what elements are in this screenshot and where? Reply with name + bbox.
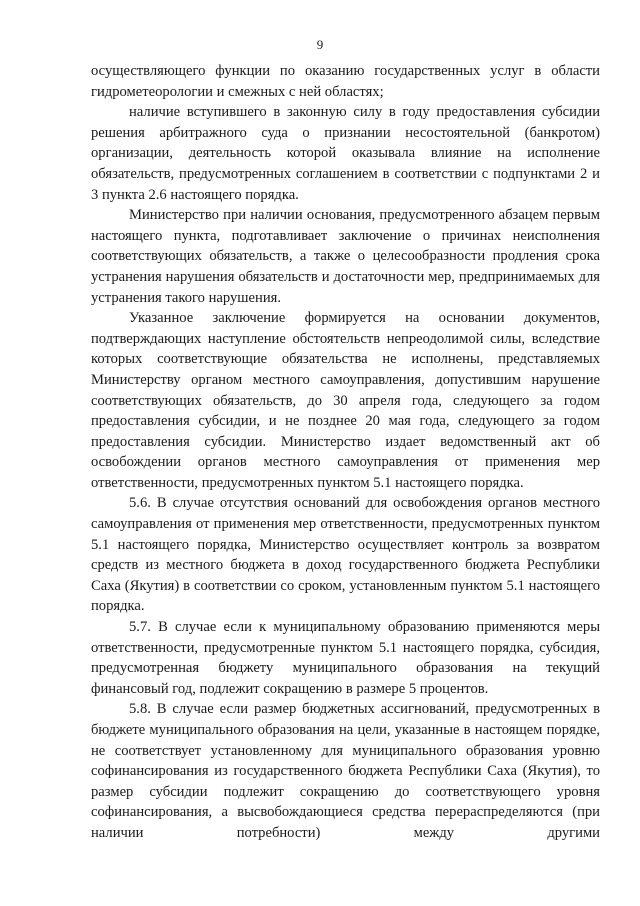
paragraph: Министерство при наличии основания, предусмотренного абзацем первым настоящего пункта, подготавливает заключение о причинах неисполнения соответствующих обязательств, а также о целесообразности продления срока устранения нарушения обязательств и достаточности мер, предпринимаемых для устранения такого нарушения. (91, 207, 600, 306)
paragraph: наличие вступившего в законную силу в году предоставления субсидии решения арбитражного суда о признании несостоятельной (банкротом) организации, деятельность которой оказывала влияние на исполнение обязательств, предусмотренных соглашением в соответствии с подпунктами 2 и 3 пункта 2.6 настоящего порядка. (91, 104, 600, 203)
paragraph: 5.7. В случае если к муниципальному образованию применяются меры ответственности, предусмотренные пунктом 5.1 настоящего порядка, субсидия, предусмотренная бюджету муниципального образования на текущий финансовый год, подлежит сокращению в размере 5 процентов. (91, 619, 600, 697)
paragraph: осуществляющего функции по оказанию государственных услуг в области гидрометеорологии и смежных с ней областях; (91, 63, 600, 100)
paragraph: Указанное заключение формируется на основании документов, подтверждающих наступление обстоятельств непреодолимой силы, вследствие которых соответствующие обязательства не исполнены, представляемых Министерству органом местного самоуправления, допустившим нарушение соответствующих обязательств, до 30 апреля года, следующего за годом предоставления субсидии, и не позднее 20 мая года, следующего за годом предоставления субсидии. Министерство издает ведомственный акт об освобождении органов местного самоуправления от применения мер ответственности, предусмотренных пунктом 5.1 настоящего порядка. (91, 310, 600, 491)
page-number: 9 (316, 37, 324, 52)
paragraph: 5.6. В случае отсутствия оснований для освобождения органов местного самоуправления от применения мер ответственности, предусмотренных пунктом 5.1 настоящего порядка, Министерство осуществляет контроль за возвратом средств из местного бюджета в доход государственного бюджета Республики Саха (Якутия) в соответствии со сроком, установленным пунктом 5.1 настоящего порядка. (91, 495, 600, 615)
document-body (91, 61, 600, 844)
paragraph: 5.8. В случае если размер бюджетных ассигнований, предусмотренных в бюджете муниципального образования на цели, указанные в настоящем порядке, не соответствует установленному для муниципального образования уровню софинансирования из государственного бюджета Республики Саха (Якутия), то размер субсидии подлежит сокращению до соответствующего уровня софинансирования, а высвобождающиеся средства перераспределяются (при наличии потребности) между другими (91, 701, 600, 841)
